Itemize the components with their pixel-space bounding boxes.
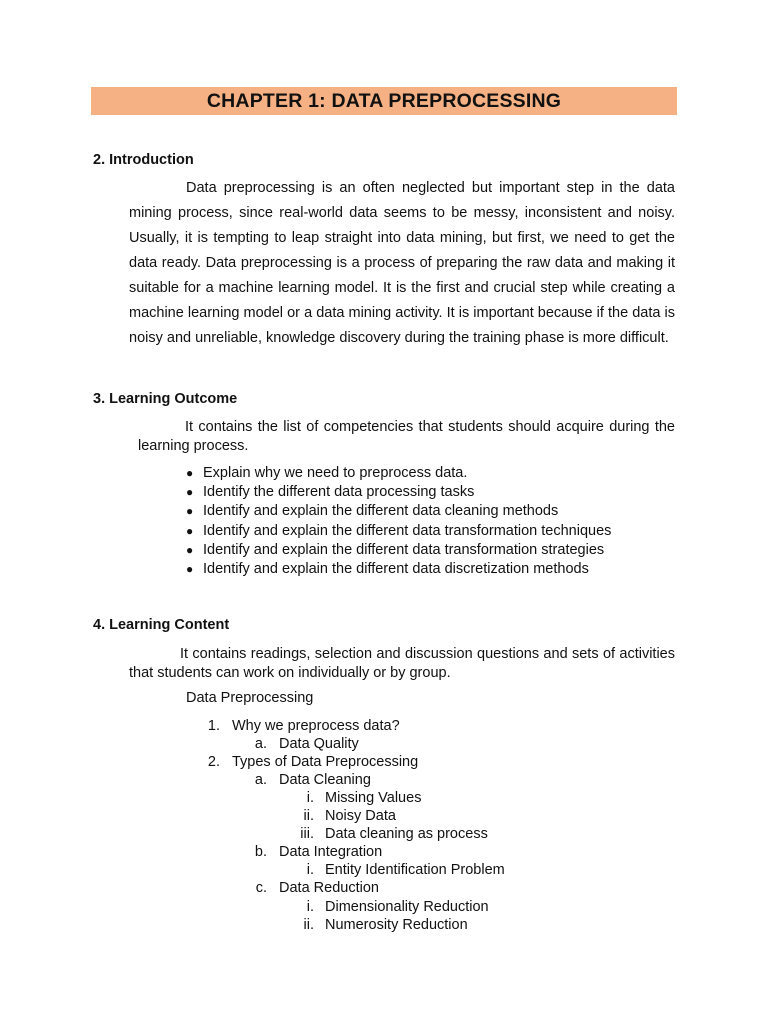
outline-item <box>246 843 382 861</box>
introduction-paragraph: Data preprocessing is an often neglected but important step in the data mining process, since real-world data seems to be messy, inconsistent and noisy. Usually, it is tempting to leap straight into data mining, but first, we need to get the data ready. Data preprocessing is a process of preparing the raw data and making it suitable for a machine learning model. It is the first and crucial step while creating a machine learning model or a data mining activity. It is important because if the data is noisy and unreliable, knowledge discovery during the training phase is more difficult. <box>129 180 675 346</box>
outline-marker: ii. <box>303 808 314 824</box>
list-item <box>186 541 611 560</box>
learning-content-paragraph: It contains readings, selection and discussion questions and sets of activities that students can work on individually or by group. <box>129 646 675 681</box>
outline-text: Data Reduction <box>279 880 379 896</box>
outline-marker: a. <box>254 772 267 788</box>
outline-text: Noisy Data <box>325 808 396 824</box>
bullet-icon: ● <box>186 562 194 577</box>
outline-text: Dimensionality Reduction <box>325 899 489 915</box>
list-item <box>186 483 611 502</box>
outline-text: Missing Values <box>325 790 422 806</box>
outline-item <box>246 771 371 789</box>
outline-text: Entity Identification Problem <box>325 862 505 878</box>
outline-text: Data Cleaning <box>279 772 371 788</box>
outline-item <box>286 825 488 843</box>
bullet-icon: ● <box>186 542 194 557</box>
outline-marker: 1. <box>207 718 220 734</box>
outline-item <box>286 807 396 825</box>
list-item-text: Identify and explain the different data transformation techniques <box>203 522 612 539</box>
outline-item <box>246 879 379 897</box>
outline-text: Why we preprocess data? <box>232 718 400 734</box>
learning-content-heading: 4. Learning Content <box>93 617 230 633</box>
learning-outcome-list <box>186 464 611 579</box>
learning-content-subtitle: Data Preprocessing <box>186 690 314 706</box>
outline-text: Types of Data Preprocessing <box>232 754 419 770</box>
bullet-icon: ● <box>186 485 194 500</box>
outline-text: Data cleaning as process <box>325 826 488 842</box>
list-item-text: Identify and explain the different data discretization methods <box>203 561 589 578</box>
outline-item <box>200 717 400 735</box>
outline-item <box>286 898 489 916</box>
outline-marker: a. <box>254 736 267 752</box>
outline-marker: iii. <box>300 826 314 842</box>
list-item <box>186 464 611 483</box>
outline-text: Data Quality <box>279 736 359 752</box>
outline-marker: b. <box>254 844 267 860</box>
outline-marker: i. <box>306 790 314 806</box>
outline-item <box>286 789 421 807</box>
introduction-heading: 2. Introduction <box>93 152 194 168</box>
list-item <box>186 522 611 541</box>
learning-outcome-paragraph: It contains the list of competencies that students should acquire during the learning process. <box>138 419 675 454</box>
outline-marker: 2. <box>207 754 220 770</box>
bullet-icon: ● <box>186 504 194 519</box>
outline-marker: i. <box>306 899 314 915</box>
list-item <box>186 560 611 579</box>
outline-marker: i. <box>306 862 314 878</box>
list-item-text: Identify and explain the different data cleaning methods <box>203 503 559 520</box>
outline-item <box>286 916 468 934</box>
outline-text: Data Integration <box>279 844 383 860</box>
outline-item <box>200 753 418 771</box>
chapter-title: CHAPTER 1: DATA PREPROCESSING <box>91 87 677 115</box>
list-item-text: Identify the different data processing tasks <box>203 484 475 501</box>
outline-item <box>286 861 505 879</box>
list-item-text: Explain why we need to preprocess data. <box>203 465 468 481</box>
learning-outcome-heading: 3. Learning Outcome <box>93 391 238 407</box>
outline-marker: c. <box>255 880 267 896</box>
outline-marker: ii. <box>303 917 314 933</box>
outline-item <box>246 735 359 753</box>
outline-text: Numerosity Reduction <box>325 917 468 933</box>
bullet-icon: ● <box>186 466 194 480</box>
bullet-icon: ● <box>186 523 194 538</box>
list-item-text: Identify and explain the different data transformation strategies <box>203 541 605 558</box>
list-item <box>186 502 611 521</box>
